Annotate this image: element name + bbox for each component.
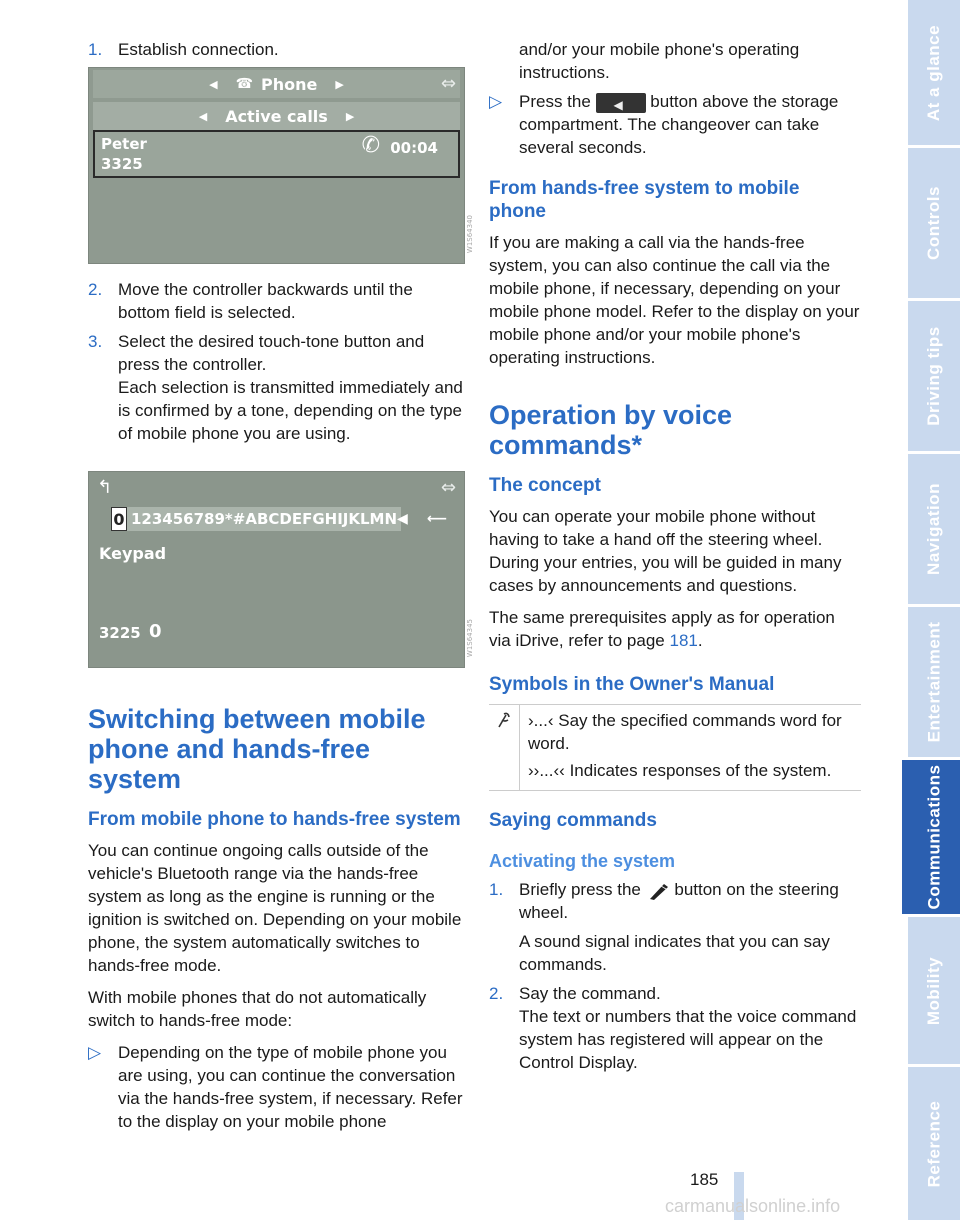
selected-key: 0 bbox=[111, 507, 127, 531]
subheading-activating: Activating the system bbox=[489, 851, 676, 871]
tab-controls[interactable]: Controls bbox=[908, 148, 960, 301]
paragraph: You can operate your mobile phone without having to take a hand off the steering wheel. During your entries, you will be guided in many cases by announcements and questions. bbox=[489, 507, 842, 595]
tab-mobility[interactable]: Mobility bbox=[908, 917, 960, 1067]
speaker-button-icon bbox=[596, 93, 646, 113]
paragraph: The same prerequisites apply as for operation via iDrive, refer to page 181. bbox=[489, 608, 835, 650]
phone-call-screenshot bbox=[88, 67, 474, 264]
symbol-row: ››...‹‹ Indicates responses of the system. bbox=[528, 761, 832, 780]
keypad-keys: 123456789*#ABCDEFGHIJKLMN bbox=[127, 507, 401, 531]
keypad-number: 3225 bbox=[99, 624, 141, 642]
phone-menu-bar: ◀ ☎ Phone ▶ bbox=[93, 70, 460, 98]
image-code: W1S64345 bbox=[466, 618, 474, 657]
caller-name: Peter bbox=[101, 135, 147, 153]
tab-driving-tips[interactable]: Driving tips bbox=[908, 301, 960, 454]
active-call-box bbox=[93, 130, 460, 178]
continued-text: and/or your mobile phone's operating instructions. bbox=[519, 40, 800, 82]
controller-icon: ⇔ bbox=[440, 73, 456, 94]
handset-icon: ✆ bbox=[361, 133, 380, 158]
caller-number: 3325 bbox=[101, 155, 143, 173]
paragraph: With mobile phones that do not automatically switch to hands-free mode: bbox=[88, 988, 427, 1030]
left-column bbox=[88, 38, 474, 1139]
tab-reference[interactable]: Reference bbox=[924, 1100, 943, 1187]
speaker-icon: ◀ bbox=[397, 511, 408, 527]
step-say-command: 2. Say the command. The text or numbers that the voice command system has registered will appear on the Control Display. bbox=[489, 984, 857, 1072]
right-arrow-icon: ▶ bbox=[335, 77, 344, 91]
section-heading-voice: Operation by voice commands* bbox=[489, 400, 733, 460]
subheading-symbols: Symbols in the Owner's Manual bbox=[489, 674, 775, 695]
page-number: 185 bbox=[690, 1170, 719, 1189]
subheading-mobile-to-handsfree: From mobile phone to hands-free system bbox=[88, 809, 461, 830]
keypad-title: Keypad bbox=[99, 544, 167, 563]
push-to-talk-icon bbox=[646, 881, 670, 901]
right-arrow-icon: ▶ bbox=[345, 109, 355, 123]
tab-navigation[interactable]: Navigation bbox=[908, 454, 960, 607]
keypad-screenshot bbox=[88, 471, 474, 668]
paragraph: If you are making a call via the hands-free system, you can also continue the call via the mobile phone, if necessary, depending on your mobile phone model. Refer to the display on your mobile phone and/or your mobile phone's operating instructions. bbox=[489, 233, 860, 367]
section-heading-switching: Switching between mobile phone and hands-free system bbox=[88, 704, 426, 794]
page-link[interactable]: 181 bbox=[669, 631, 698, 650]
tab-entertainment[interactable]: Entertainment bbox=[908, 607, 960, 760]
tab-at-a-glance[interactable]: At a glance bbox=[908, 0, 960, 148]
call-duration: 00:04 bbox=[390, 139, 438, 157]
back-icon: ↰ bbox=[97, 477, 113, 498]
subheading-saying-commands: Saying commands bbox=[489, 810, 657, 831]
chapter-tabs bbox=[908, 0, 960, 1220]
step-establish-connection: 1. Establish connection. bbox=[88, 40, 279, 59]
symbol-row: ›...‹ Say the specified commands word for word. bbox=[528, 711, 842, 753]
keypad-row bbox=[111, 506, 401, 532]
step-select-touch-tone: 3. Select the desired touch-tone button and press the controller. Each selection is transmitted immediately and is confirmed by a tone, depending on the type of mobile phone you are using. bbox=[88, 332, 463, 443]
left-arrow-icon: ◀ bbox=[209, 77, 218, 91]
right-column bbox=[489, 38, 861, 1080]
tab-communications[interactable]: Communications bbox=[908, 760, 960, 917]
symbols-table bbox=[489, 704, 861, 791]
left-arrow-icon: ◀ bbox=[198, 109, 208, 123]
voice-command-icon bbox=[489, 705, 520, 790]
delete-icon: ⟵ bbox=[427, 511, 448, 527]
bullet-item: ▷ Depending on the type of mobile phone you are using, you can continue the conversation via the hands-free system, if necessary. Refer to the display on your mobile phone bbox=[88, 1043, 463, 1131]
active-calls-bar: ◀ Active calls ▶ bbox=[93, 102, 460, 130]
keypad-entry: 0 bbox=[149, 621, 162, 642]
step-press-button: 1. Briefly press the button on the steering wheel. A sound signal indicates that you can say commands. bbox=[489, 880, 839, 974]
handset-icon: ☎ bbox=[235, 75, 254, 92]
step-move-controller: 2. Move the controller backwards until the bottom field is selected. bbox=[88, 280, 413, 322]
bullet-item: ▷ Press the ◀ button above the storage compartment. The changeover can take several seconds. bbox=[489, 90, 861, 159]
subheading-concept: The concept bbox=[489, 475, 601, 496]
paragraph: You can continue ongoing calls outside of the vehicle's Bluetooth range via the hands-free system as long as the engine is running or the ignition is switched on. Depending on your mobile phone, the system automatically switches to hands-free mode. bbox=[88, 841, 462, 975]
image-code: W1S64340 bbox=[466, 214, 474, 253]
controller-icon: ⇔ bbox=[440, 477, 456, 498]
subheading-handsfree-to-mobile: From hands-free system to mobile phone bbox=[489, 178, 800, 222]
watermark: carmanualsonline.info bbox=[665, 1196, 841, 1216]
